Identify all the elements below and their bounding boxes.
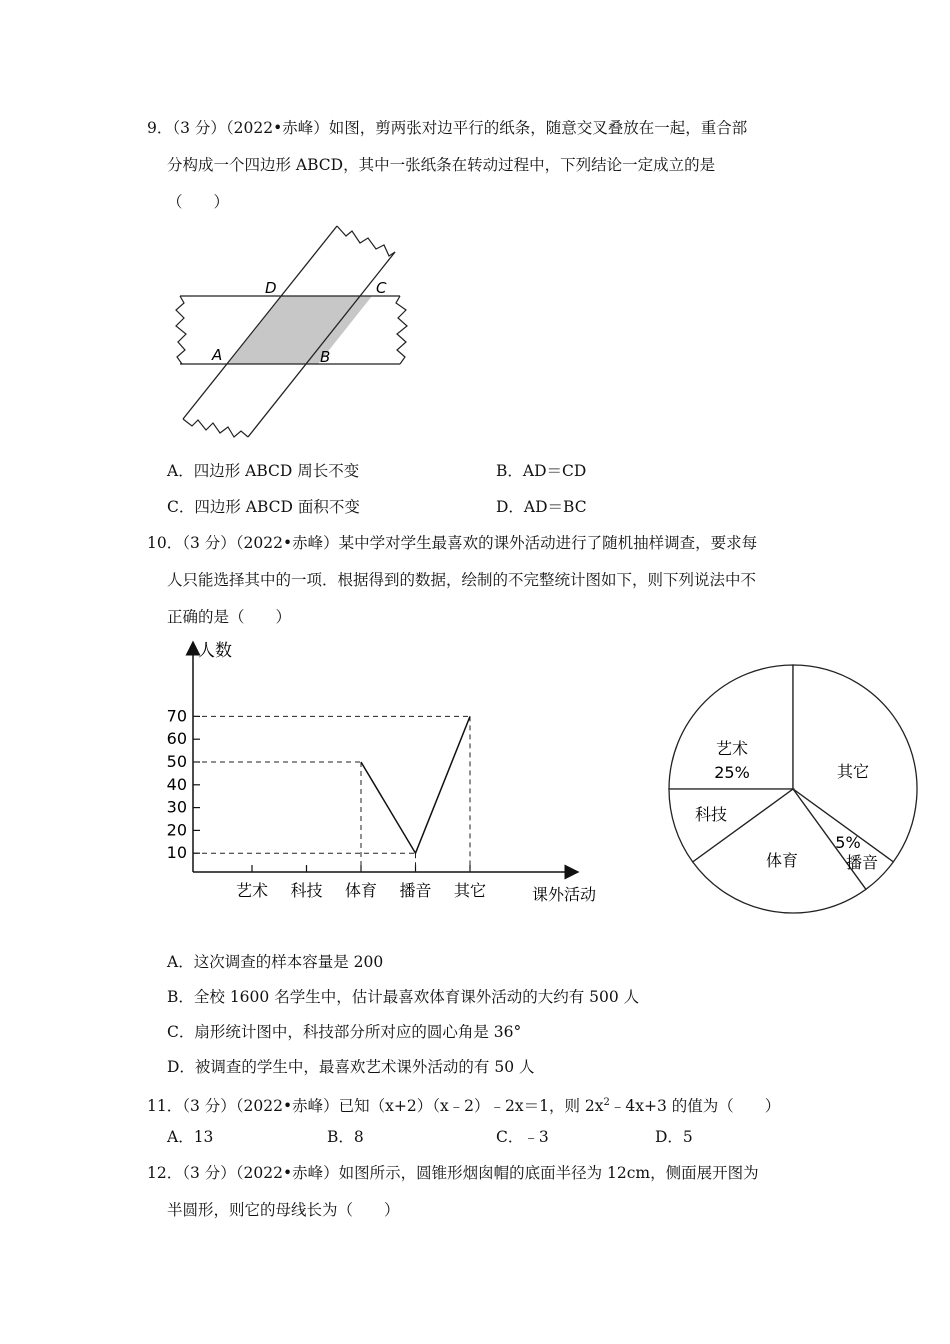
q11-sup: 2: [603, 1097, 610, 1108]
y-tick-label: 20: [166, 820, 187, 840]
x-tick-label: 播音: [399, 881, 432, 900]
pie-slice-label: 艺术: [715, 739, 749, 758]
q11-option-d: D．5: [655, 1128, 693, 1146]
q10-line2: 人只能选择其中的一项．根据得到的数据，绘制的不完整统计图如下，则下列说法中不: [167, 571, 757, 589]
pie-chart: [660, 660, 920, 920]
q9-option-d: D．AD＝BC: [496, 498, 587, 516]
label-A: A: [212, 346, 223, 364]
q11-line: [147, 1093, 780, 1116]
q12-line1: 12．（3 分）（2022•赤峰）如图所示，圆锥形烟囱帽的底面半径为 12cm，侧面展开图为: [147, 1164, 759, 1182]
q9-line3: （ ）: [167, 193, 230, 211]
y-tick-label: 60: [166, 729, 187, 749]
y-tick-label: 70: [166, 706, 187, 726]
q9-line2: 分构成一个四边形 ABCD，其中一张纸条在转动过程中，下列结论一定成立的是: [167, 156, 716, 174]
y-axis-label: 人数: [198, 641, 232, 661]
pie-slice-percent: 5%: [835, 833, 861, 852]
label-C: C: [376, 279, 387, 297]
q9-option-a: A．四边形 ABCD 周长不变: [167, 462, 360, 480]
q11-option-a: A．13: [167, 1128, 214, 1146]
q11-prefix: 11．（3 分）（2022•赤峰）已知（x+2）（x﹣2）﹣2x＝1，则 2x: [147, 1097, 604, 1116]
pie-slice-label: 体育: [765, 851, 799, 870]
q9-figure: [160, 222, 420, 444]
q10-line1: 10．（3 分）（2022•赤峰）某中学对学生最喜欢的课外活动进行了随机抽样调查，要求每: [147, 534, 758, 552]
q11-suffix: ﹣4x+3 的值为（ ）: [609, 1097, 781, 1116]
x-tick-label: 科技: [290, 881, 323, 900]
x-tick-label: 艺术: [235, 881, 269, 900]
y-tick-label: 50: [166, 752, 187, 771]
pie-slice-label: 科技: [694, 805, 728, 824]
pie-slice-label: 其它: [836, 762, 870, 781]
overlap-parallelogram: [228, 296, 372, 364]
pie-slice-percent: 25%: [714, 763, 750, 782]
q12-line2: 半圆形，则它的母线长为（ ）: [167, 1201, 400, 1219]
q11-option-b: B．8: [327, 1128, 364, 1146]
x-tick-label: 体育: [344, 881, 378, 900]
y-tick-label: 40: [166, 774, 187, 794]
q9-line1: 9．（3 分）（2022•赤峰）如图，剪两张对边平行的纸条，随意交叉叠放在一起，重合部: [147, 119, 748, 137]
label-D: D: [265, 279, 277, 297]
q10-option-d: D．被调查的学生中，最喜欢艺术课外活动的有 50 人: [167, 1058, 535, 1076]
x-tick-label: 其它: [453, 881, 487, 900]
y-tick-label: 10: [166, 843, 187, 863]
x-axis-label: 课外活动: [532, 885, 597, 904]
q10-option-c: C．扇形统计图中，科技部分所对应的圆心角是 36°: [167, 1023, 522, 1041]
line-chart: [160, 632, 620, 912]
label-B: B: [320, 348, 331, 366]
q9-option-b: B．AD＝CD: [496, 462, 587, 480]
q10-option-a: A．这次调查的样本容量是 200: [167, 953, 384, 971]
pie-slice-label: 播音: [845, 853, 879, 872]
q9-option-c: C．四边形 ABCD 面积不变: [167, 498, 360, 516]
q10-line3: 正确的是（ ）: [167, 608, 292, 626]
q10-option-b: B．全校 1600 名学生中，估计最喜欢体育课外活动的大约有 500 人: [167, 988, 640, 1006]
y-tick-label: 30: [166, 797, 187, 817]
q11-option-c: C．﹣3: [496, 1128, 549, 1146]
series-line: [361, 716, 470, 853]
